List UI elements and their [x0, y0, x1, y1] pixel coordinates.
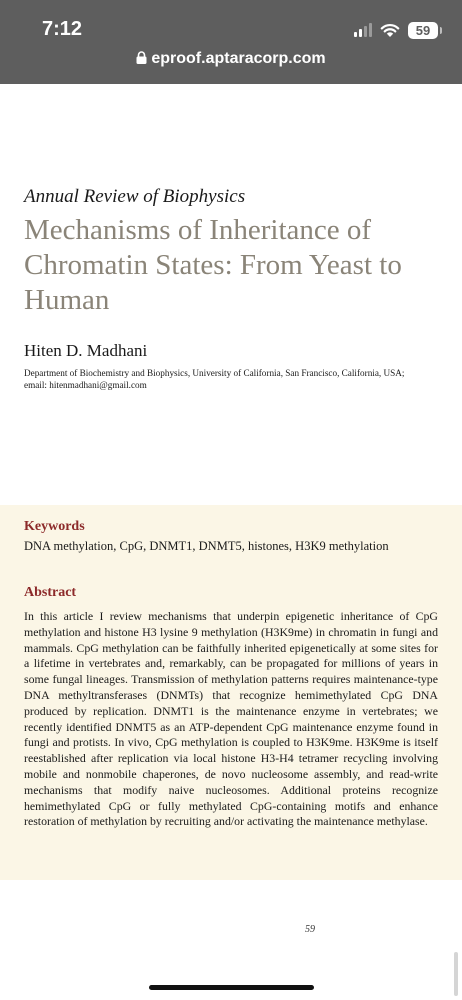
scrollbar[interactable]	[454, 952, 458, 996]
abstract-text: In this article I review mechanisms that underpin epigenetic inheritance of CpG methylation and histone H3 lysine 9 methylation (H3K9me) in chromatin in fungi and mammals. CpG methylation can be faithfully inherited epigenetically at some sites for a lifetime in vertebrates and, remarkably, can be propagated for millions of years in some fungal lineages. Transmission of methylation patterns requires maintenance-type DNA methyltransferases (DNMTs) that recognize hemimethylated CpG DNA produced by replication. DNMT1 is the maintenance enzyme in vertebrates; we recently identified DNMT5 as an ATP-dependent CpG maintenance enzyme found in fungi and protists. In vivo, CpG methylation is coupled to H3K9me. H3K9me is itself reestablished after replication via local histone H3-H4 tetramer recycling involving mobile and nonmobile chaperones, de novo nucleosome assembly, and read-write mechanisms that modify naive nucleosomes. Additional proteins recognize hemimethylated CpG or fully methylated CpG-containing motifs and enhance restoration of methylation by recruiting and/or activating the maintenance methylase.	[24, 609, 438, 829]
keywords-list: DNA methylation, CpG, DNMT1, DNMT5, histones, H3K9 methylation	[24, 539, 389, 553]
battery-level: 59	[415, 22, 431, 38]
url-text: eproof.aptaracorp.com	[151, 50, 326, 67]
author-affiliation: Department of Biochemistry and Biophysics, University of California, San Francisco, California, USA; email: hitenmadhani@gmail.com	[24, 368, 405, 390]
battery-icon	[408, 22, 438, 39]
clock-time: 7:12	[42, 18, 83, 40]
abstract-heading: Abstract	[24, 585, 77, 600]
lock-icon	[136, 51, 147, 64]
article-title: Mechanisms of Inheritance of Chromatin States: From Yeast to Human	[24, 214, 402, 316]
author-name: Hiten D. Madhani	[24, 341, 148, 360]
journal-name: Annual Review of Biophysics	[24, 186, 246, 207]
url-bar[interactable]	[0, 50, 462, 68]
wifi-icon	[380, 22, 400, 38]
status-bar	[0, 0, 462, 84]
page-number: 59	[305, 924, 315, 935]
status-icons	[354, 20, 438, 40]
home-indicator[interactable]	[149, 985, 314, 990]
keywords-heading: Keywords	[24, 519, 85, 534]
cellular-signal-icon	[354, 23, 372, 37]
